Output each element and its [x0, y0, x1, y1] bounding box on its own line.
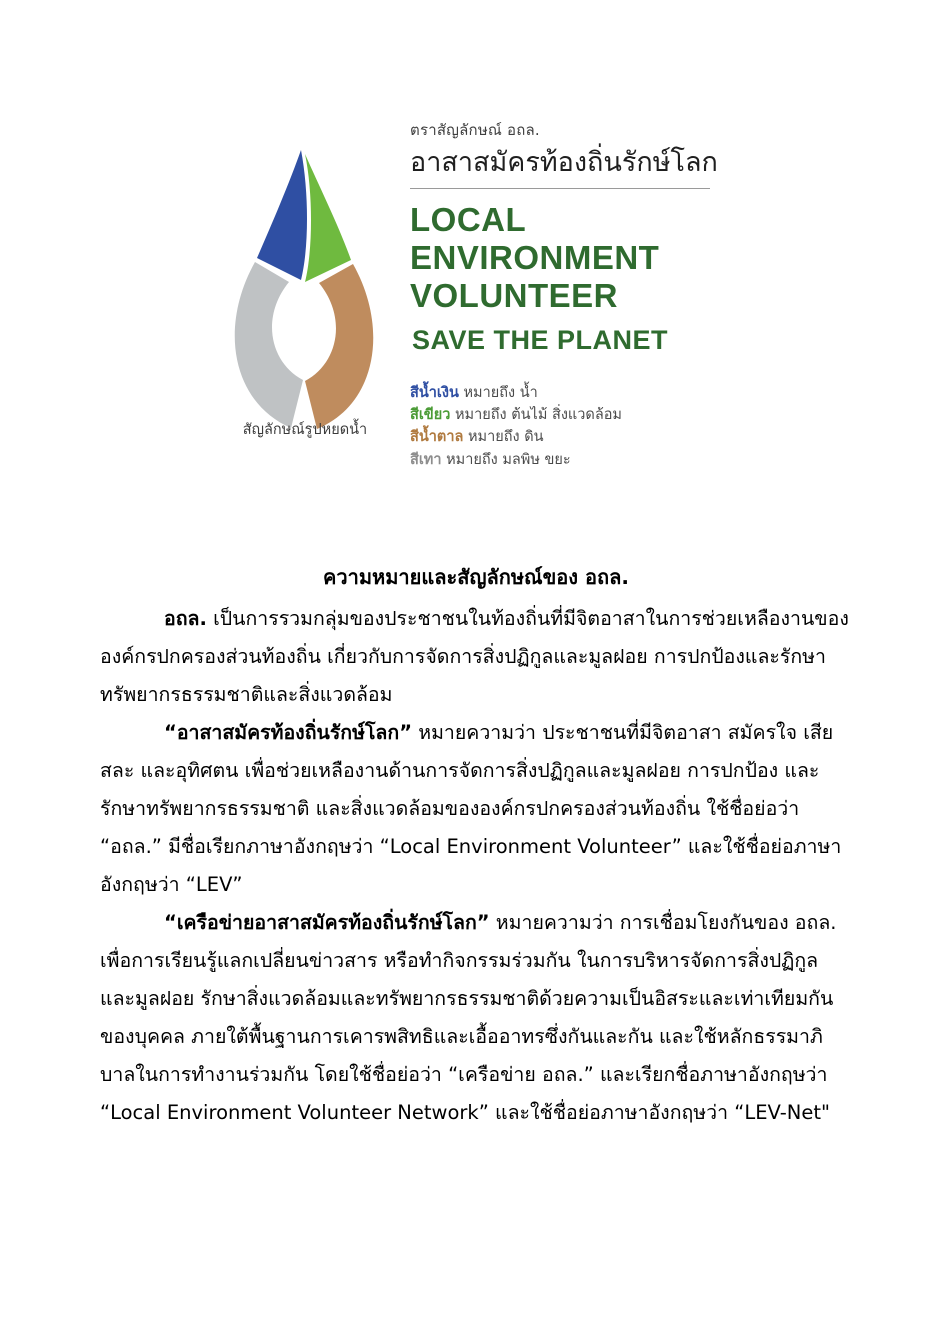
paragraph-1-text: เป็นการรวมกลุ่มของประชาชนในท้องถิ่นที่มีจิตอาสาในการช่วยเหลืองานขององค์กรปกครองส่วนท้องถิ่น เกี่ยวกับการจัดการสิ่งปฏิกูลและมูลฝอย การปกป้องและรักษาทรัพยากรธรรมชาติและสิ่งแวดล้อม [100, 607, 849, 706]
legend-swatch-label-blue: สีน้ำเงิน [410, 384, 459, 401]
legend-item-blue [410, 382, 750, 404]
logo-divider [410, 188, 710, 189]
paragraph-1-lead: อถล. [164, 607, 207, 630]
legend-item-green [410, 404, 750, 426]
logo-tagline: ตราสัญลักษณ์ อถล. [410, 121, 540, 139]
logo-block [0, 118, 950, 508]
legend-swatch-label-green: สีเขียว [410, 407, 451, 424]
paragraph-2 [100, 714, 852, 904]
legend-desc-brown: หมายถึง ดิน [467, 429, 544, 446]
logo-english-line1: LOCAL [410, 200, 527, 238]
water-droplet-logo-icon [205, 140, 405, 450]
paragraph-3-text: หมายความว่า การเชื่อมโยงกันของ อถล. เพื่อการเรียนรู้แลกเปลี่ยนข่าวสาร หรือทำกิจกรรมร่วมกัน ในการบริหารจัดการสิ่งปฏิกูลและมูลฝอย รักษาสิ่งแวดล้อมและทรัพยากรธรรมชาติด้วยความเป็นอิสระและเท่าเทียมกันของบุคคล ภายใต้พื้นฐานการเคารพสิทธิและเอื้ออาทรซึ่งกันและกัน และใช้หลักธรรมาภิบาลในการทำงานร่วมกัน โดยใช้ชื่อย่อว่า “เครือข่าย อถล.” และเรียกชื่อภาษาอังกฤษว่า “Local Environment Volunteer Network” และใช้ชื่อย่อภาษาอังกฤษว่า “LEV-Net" [100, 911, 837, 1124]
document-body [100, 558, 852, 1132]
logo-english-line3: VOLUNTEER [410, 277, 619, 315]
legend-swatch-label-grey: สีเทา [410, 451, 442, 468]
paragraph-3-lead: “เครือข่ายอาสาสมัครท้องถิ่นรักษ์โลก” [164, 911, 490, 934]
logo-text-column [410, 118, 750, 471]
paragraph-3 [100, 904, 852, 1132]
legend-swatch-label-brown: สีน้ำตาล [410, 429, 464, 446]
legend-desc-grey: หมายถึง มลพิษ ขยะ [446, 451, 571, 468]
paragraph-2-text: หมายความว่า ประชาชนที่มีจิตอาสา สมัครใจ เสียสละ และอุทิศตน เพื่อช่วยเหลืองานด้านการจัดการสิ่งปฏิกูลและมูลฝอย การปกป้อง และรักษาทรัพยากรธรรมชาติ และสิ่งแวดล้อมขององค์กรปกครองส่วนท้องถิ่น ใช้ชื่อย่อว่า “อถล.” มีชื่อเรียกภาษาอังกฤษว่า “Local Environment Volunteer” และใช้ชื่อย่อภาษาอังกฤษว่า “LEV” [100, 721, 842, 896]
logo-english-line2: ENVIRONMENT [410, 239, 660, 277]
droplet-caption: สัญลักษณ์รูปหยดน้ำ [242, 422, 368, 438]
logo-english-slogan: SAVE THE PLANET [412, 324, 669, 355]
page-title: ความหมายและสัญลักษณ์ของ อถล. [323, 565, 629, 589]
legend-desc-blue: หมายถึง น้ำ [463, 384, 538, 401]
paragraph-2-lead: “อาสาสมัครท้องถิ่นรักษ์โลก” [164, 721, 413, 744]
legend-desc-green: หมายถึง ต้นไม้ สิ่งแวดล้อม [454, 407, 622, 424]
logo-english-title [410, 201, 750, 316]
color-legend [410, 382, 750, 472]
paragraph-1 [100, 600, 852, 714]
logo-thai-title: อาสาสมัครท้องถิ่นรักษ์โลก [410, 147, 718, 178]
legend-item-brown [410, 426, 750, 448]
legend-item-grey [410, 449, 750, 471]
